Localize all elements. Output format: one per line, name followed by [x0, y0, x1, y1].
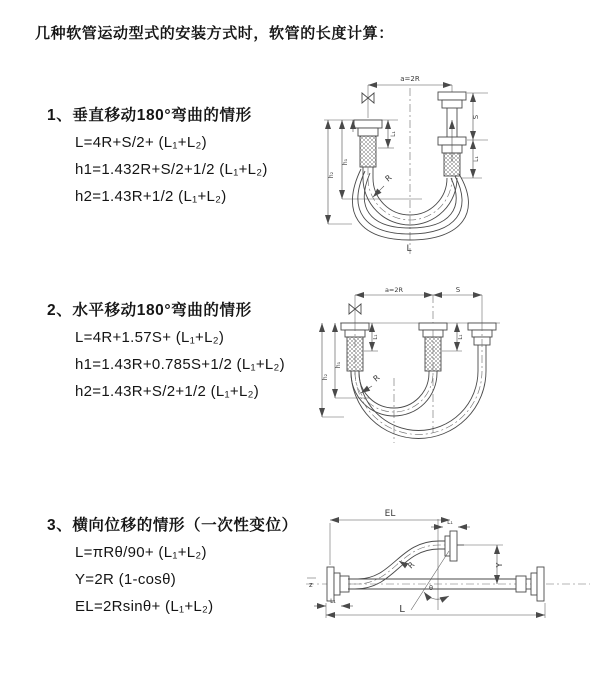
dim-label-l1-left: L₁	[330, 598, 336, 605]
hose-curve	[348, 541, 445, 579]
section-1-heading: 1、垂直移动180°弯曲的情形	[47, 107, 252, 124]
formula-line: EL=2Rsinθ+ (L₁+L₂)	[75, 598, 214, 615]
dim-label-l1-top: L₁	[447, 519, 453, 526]
formula-line: L=4R+S/2+ (L₁+L₂)	[75, 134, 207, 151]
formula-line: h1=1.432R+S/2+1/2 (L₁+L₂)	[75, 161, 268, 178]
diagram-3-drawing	[298, 505, 598, 645]
page-title: 几种软管运动型式的安装方式时，软管的长度计算：	[35, 25, 394, 42]
radius-label: R	[371, 373, 382, 384]
flange	[438, 92, 466, 100]
dim-label-a2r: a=2R	[400, 75, 420, 83]
formula-line: h2=1.43R+S/2+1/2 (L₁+L₂)	[75, 383, 260, 400]
dim-label-l1-mid: L₁	[458, 334, 464, 340]
dim-label-h1: h₁	[335, 361, 342, 369]
dim-label-y: Y	[495, 562, 504, 568]
hose-curve	[351, 371, 437, 416]
section-2	[47, 298, 285, 410]
formula-line: L=πRθ/90+ (L₁+L₂)	[75, 544, 207, 561]
dim-label-a2r: a=2R	[384, 286, 404, 294]
section-1	[47, 103, 268, 215]
angle-label: θ	[429, 584, 433, 592]
radius-label: R	[406, 560, 417, 571]
formula-line: h1=1.43R+0.785S+1/2 (L₁+L₂)	[75, 356, 285, 373]
flange	[327, 567, 334, 601]
flange	[450, 531, 457, 561]
dim-label-h2: h₂	[328, 171, 335, 179]
diagram-vertical-u-bend	[310, 70, 600, 260]
section-3-heading: 3、横向位移的情形（一次性变位）	[47, 517, 298, 534]
dim-label-l1-right: L₁	[473, 156, 480, 162]
dim-label-l: L	[399, 604, 405, 615]
hose-curve	[351, 345, 486, 439]
diagram-lateral-displacement	[298, 505, 598, 645]
dim-label-l1-left: L₁	[373, 334, 379, 340]
length-label: L	[406, 244, 412, 254]
dim-label-s: S	[472, 114, 480, 120]
radius-label: R	[383, 173, 394, 184]
dim-label-h1: h₁	[342, 158, 349, 166]
formula-line: L=4R+1.57S+ (L₁+L₂)	[75, 329, 225, 346]
datum-label: z	[309, 581, 313, 589]
section-3	[47, 513, 298, 625]
flange	[354, 120, 382, 128]
dim-label-s: S	[455, 286, 461, 294]
dim-label-el: EL	[384, 509, 396, 519]
braided-hose-section	[360, 136, 376, 167]
diagram-1-drawing	[310, 70, 600, 260]
dim-label-h2: h₂	[322, 373, 329, 381]
diagram-horizontal-u-bend	[310, 283, 600, 458]
formula-line: Y=2R (1-cosθ)	[75, 571, 177, 588]
section-2-heading: 2、水平移动180°弯曲的情形	[47, 302, 252, 319]
flange	[419, 323, 447, 330]
dim-label-l1-left: L₁	[390, 131, 397, 137]
diagram-2-drawing	[310, 283, 600, 458]
hose-curve	[352, 169, 468, 240]
flange	[537, 567, 544, 601]
formula-line: h2=1.43R+1/2 (L₁+L₂)	[75, 188, 227, 205]
